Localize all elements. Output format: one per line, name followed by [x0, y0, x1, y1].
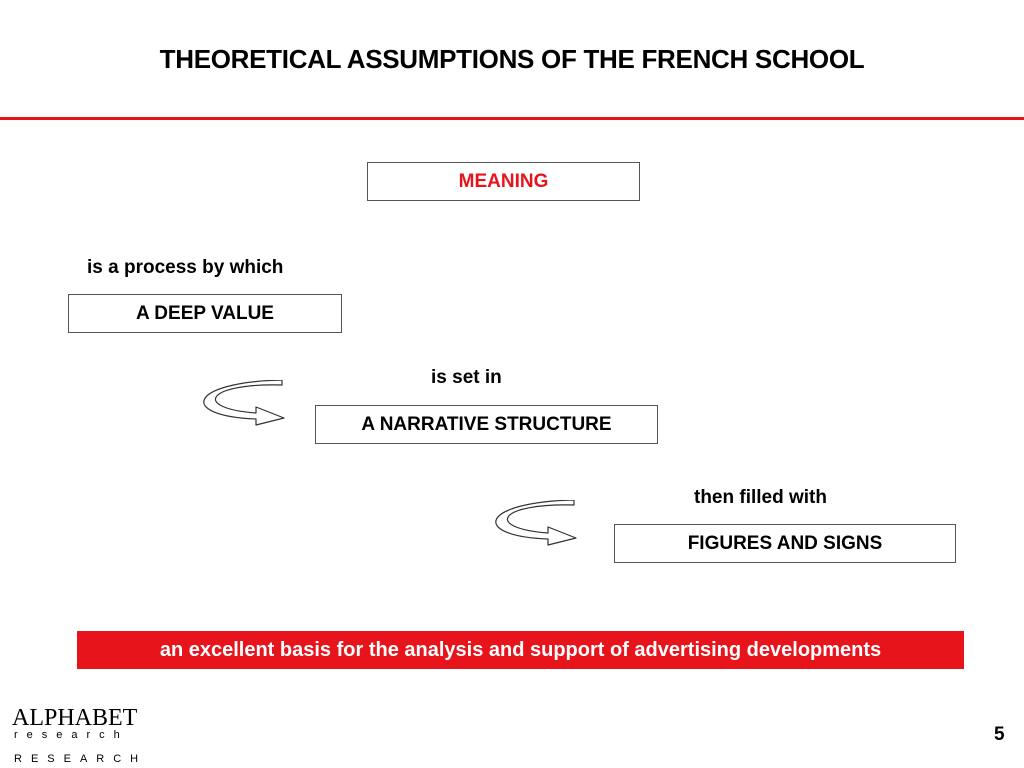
deep-value-box	[68, 294, 342, 333]
narrative-structure-label: A NARRATIVE STRUCTURE	[361, 413, 612, 435]
title-divider	[0, 117, 1024, 120]
deep-value-label: A DEEP VALUE	[136, 302, 274, 324]
company-logo	[12, 705, 148, 766]
meaning-label: MEANING	[458, 170, 549, 192]
slide-title: THEORETICAL ASSUMPTIONS OF THE FRENCH SCHOOL	[159, 44, 865, 74]
figures-signs-label: FIGURES AND SIGNS	[687, 532, 883, 554]
page-number: 5	[994, 724, 1005, 745]
figures-signs-box	[614, 524, 956, 563]
connector-process-label: is a process by which	[87, 257, 284, 278]
logo-lower-text: research	[14, 729, 129, 741]
meaning-box	[367, 162, 640, 201]
summary-banner-text: an excellent basis for the analysis and support of advertising developments	[159, 638, 882, 661]
curved-arrow-icon	[196, 380, 290, 430]
curved-arrow-icon	[488, 500, 582, 550]
logo-subtitle: RESEARCH	[14, 753, 148, 765]
connector-set-in-label: is set in	[431, 367, 502, 388]
logo-wordmark: ALPHABET	[12, 705, 138, 731]
connector-filled-with-label: then filled with	[694, 487, 827, 508]
narrative-structure-box	[315, 405, 658, 444]
summary-banner	[77, 631, 964, 669]
